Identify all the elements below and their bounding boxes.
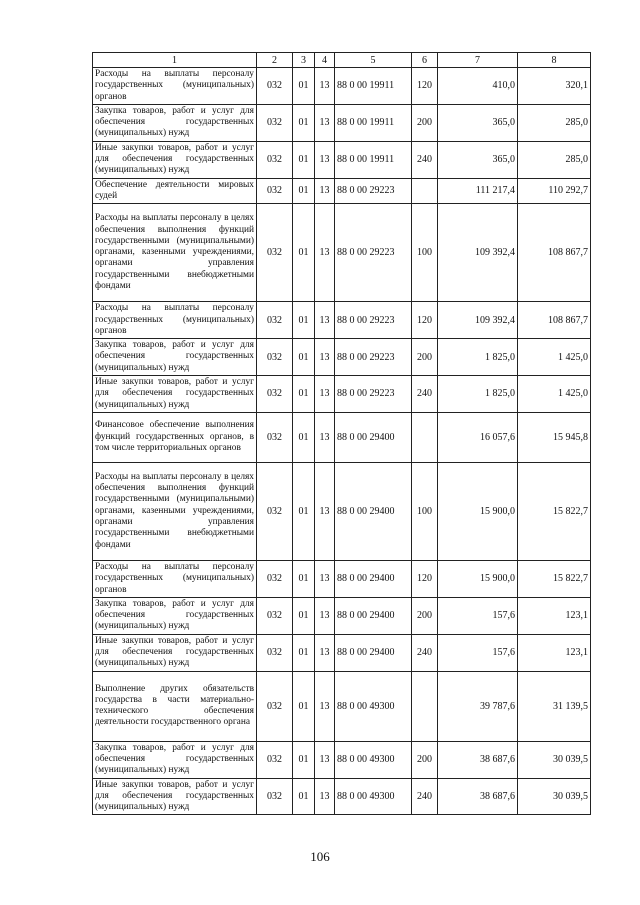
amount-2-cell: 1 425,0	[518, 339, 591, 376]
ved-code-cell: 032	[257, 741, 293, 778]
amount-2-cell: 320,1	[518, 68, 591, 105]
ved-code-cell: 032	[257, 597, 293, 634]
header-cell: 7	[438, 53, 518, 68]
amount-1-cell: 15 900,0	[438, 560, 518, 597]
ved-code-cell: 032	[257, 560, 293, 597]
row-name-cell: Расходы на выплаты персоналу государственных (муниципальных) органов	[93, 68, 257, 105]
row-name-cell: Расходы на выплаты персоналу в целях обеспечения выполнения функций государственными (муниципальными) органами, казенными учреждениями, органами управления государственными внебюджетными фондами	[93, 204, 257, 302]
header-cell: 4	[315, 53, 335, 68]
amount-2-cell: 30 039,5	[518, 778, 591, 815]
section-code-cell: 01	[293, 597, 315, 634]
row-name-cell: Закупка товаров, работ и услуг для обеспечения государственных (муниципальных) нужд	[93, 597, 257, 634]
section-code-cell: 01	[293, 462, 315, 560]
amount-1-cell: 111 217,4	[438, 178, 518, 204]
ved-code-cell: 032	[257, 412, 293, 462]
subsection-code-cell: 13	[315, 104, 335, 141]
target-code-cell: 88 0 00 29223	[335, 302, 412, 339]
row-name-cell: Расходы на выплаты персоналу государственных (муниципальных) органов	[93, 560, 257, 597]
amount-1-cell: 157,6	[438, 597, 518, 634]
expense-type-cell	[412, 671, 438, 741]
table-row	[93, 141, 591, 178]
table-row	[93, 778, 591, 815]
amount-2-cell: 30 039,5	[518, 741, 591, 778]
amount-2-cell: 15 822,7	[518, 462, 591, 560]
target-code-cell: 88 0 00 29400	[335, 560, 412, 597]
amount-2-cell: 108 867,7	[518, 204, 591, 302]
target-code-cell: 88 0 00 29223	[335, 376, 412, 413]
amount-2-cell: 15 945,8	[518, 412, 591, 462]
subsection-code-cell: 13	[315, 376, 335, 413]
amount-1-cell: 365,0	[438, 104, 518, 141]
header-cell: 5	[335, 53, 412, 68]
section-code-cell: 01	[293, 560, 315, 597]
header-cell: 6	[412, 53, 438, 68]
section-code-cell: 01	[293, 671, 315, 741]
table-row	[93, 412, 591, 462]
amount-1-cell: 1 825,0	[438, 376, 518, 413]
expense-type-cell: 120	[412, 302, 438, 339]
ved-code-cell: 032	[257, 778, 293, 815]
target-code-cell: 88 0 00 29223	[335, 178, 412, 204]
amount-2-cell: 15 822,7	[518, 560, 591, 597]
target-code-cell: 88 0 00 49300	[335, 741, 412, 778]
subsection-code-cell: 13	[315, 741, 335, 778]
ved-code-cell: 032	[257, 178, 293, 204]
row-name-cell: Расходы на выплаты персоналу в целях обеспечения выполнения функций государственными (муниципальными) органами, казенными учреждениями, органами управления государственными внебюджетными фондами	[93, 462, 257, 560]
target-code-cell: 88 0 00 49300	[335, 778, 412, 815]
subsection-code-cell: 13	[315, 302, 335, 339]
table-row	[93, 462, 591, 560]
table-row	[93, 597, 591, 634]
expense-type-cell	[412, 412, 438, 462]
expense-type-cell: 240	[412, 141, 438, 178]
expense-type-cell: 240	[412, 376, 438, 413]
subsection-code-cell: 13	[315, 634, 335, 671]
section-code-cell: 01	[293, 412, 315, 462]
subsection-code-cell: 13	[315, 204, 335, 302]
row-name-cell: Финансовое обеспечение выполнения функций государственных органов, в том числе территориальных органов	[93, 412, 257, 462]
table-row	[93, 376, 591, 413]
ved-code-cell: 032	[257, 634, 293, 671]
amount-2-cell: 285,0	[518, 104, 591, 141]
section-code-cell: 01	[293, 634, 315, 671]
expense-type-cell: 100	[412, 204, 438, 302]
subsection-code-cell: 13	[315, 671, 335, 741]
expense-type-cell: 200	[412, 339, 438, 376]
header-cell: 8	[518, 53, 591, 68]
row-name-cell: Иные закупки товаров, работ и услуг для обеспечения государственных (муниципальных) нужд	[93, 778, 257, 815]
amount-2-cell: 31 139,5	[518, 671, 591, 741]
subsection-code-cell: 13	[315, 68, 335, 105]
target-code-cell: 88 0 00 29400	[335, 634, 412, 671]
row-name-cell: Закупка товаров, работ и услуг для обеспечения государственных (муниципальных) нужд	[93, 104, 257, 141]
header-cell: 2	[257, 53, 293, 68]
table-row	[93, 671, 591, 741]
amount-1-cell: 38 687,6	[438, 778, 518, 815]
section-code-cell: 01	[293, 339, 315, 376]
section-code-cell: 01	[293, 68, 315, 105]
ved-code-cell: 032	[257, 339, 293, 376]
target-code-cell: 88 0 00 29223	[335, 339, 412, 376]
section-code-cell: 01	[293, 778, 315, 815]
section-code-cell: 01	[293, 302, 315, 339]
target-code-cell: 88 0 00 19911	[335, 104, 412, 141]
section-code-cell: 01	[293, 741, 315, 778]
amount-2-cell: 110 292,7	[518, 178, 591, 204]
row-name-cell: Иные закупки товаров, работ и услуг для обеспечения государственных (муниципальных) нужд	[93, 376, 257, 413]
target-code-cell: 88 0 00 29223	[335, 204, 412, 302]
amount-2-cell: 123,1	[518, 597, 591, 634]
ved-code-cell: 032	[257, 462, 293, 560]
expense-type-cell: 120	[412, 68, 438, 105]
subsection-code-cell: 13	[315, 778, 335, 815]
subsection-code-cell: 13	[315, 412, 335, 462]
expense-type-cell: 200	[412, 104, 438, 141]
amount-1-cell: 365,0	[438, 141, 518, 178]
row-name-cell: Иные закупки товаров, работ и услуг для обеспечения государственных (муниципальных) нужд	[93, 634, 257, 671]
table-row	[93, 560, 591, 597]
ved-code-cell: 032	[257, 68, 293, 105]
expense-type-cell: 100	[412, 462, 438, 560]
ved-code-cell: 032	[257, 302, 293, 339]
target-code-cell: 88 0 00 19911	[335, 68, 412, 105]
amount-1-cell: 16 057,6	[438, 412, 518, 462]
row-name-cell: Обеспечение деятельности мировых судей	[93, 178, 257, 204]
ved-code-cell: 032	[257, 671, 293, 741]
ved-code-cell: 032	[257, 376, 293, 413]
expense-type-cell: 240	[412, 778, 438, 815]
section-code-cell: 01	[293, 376, 315, 413]
header-cell: 3	[293, 53, 315, 68]
expense-type-cell: 200	[412, 741, 438, 778]
header-cell: 1	[93, 53, 257, 68]
ved-code-cell: 032	[257, 104, 293, 141]
section-code-cell: 01	[293, 104, 315, 141]
page-number: 106	[310, 849, 330, 864]
expense-type-cell	[412, 178, 438, 204]
amount-1-cell: 410,0	[438, 68, 518, 105]
expense-type-cell: 240	[412, 634, 438, 671]
target-code-cell: 88 0 00 29400	[335, 462, 412, 560]
row-name-cell: Расходы на выплаты персоналу государственных (муниципальных) органов	[93, 302, 257, 339]
amount-1-cell: 157,6	[438, 634, 518, 671]
expense-type-cell: 200	[412, 597, 438, 634]
table-row	[93, 104, 591, 141]
subsection-code-cell: 13	[315, 339, 335, 376]
target-code-cell: 88 0 00 19911	[335, 141, 412, 178]
subsection-code-cell: 13	[315, 560, 335, 597]
row-name-cell: Закупка товаров, работ и услуг для обеспечения государственных (муниципальных) нужд	[93, 741, 257, 778]
table-row	[93, 741, 591, 778]
amount-2-cell: 285,0	[518, 141, 591, 178]
ved-code-cell: 032	[257, 141, 293, 178]
table-row	[93, 339, 591, 376]
target-code-cell: 88 0 00 29400	[335, 597, 412, 634]
ved-code-cell: 032	[257, 204, 293, 302]
table-body	[93, 68, 591, 815]
amount-1-cell: 15 900,0	[438, 462, 518, 560]
section-code-cell: 01	[293, 204, 315, 302]
table-row	[93, 68, 591, 105]
amount-1-cell: 39 787,6	[438, 671, 518, 741]
amount-2-cell: 123,1	[518, 634, 591, 671]
amount-1-cell: 1 825,0	[438, 339, 518, 376]
section-code-cell: 01	[293, 178, 315, 204]
target-code-cell: 88 0 00 49300	[335, 671, 412, 741]
header-row	[93, 53, 591, 68]
amount-2-cell: 108 867,7	[518, 302, 591, 339]
amount-2-cell: 1 425,0	[518, 376, 591, 413]
amount-1-cell: 109 392,4	[438, 302, 518, 339]
subsection-code-cell: 13	[315, 462, 335, 560]
row-name-cell: Выполнение других обязательств государства в части материально-технического обеспечения деятельности государственного органа	[93, 671, 257, 741]
amount-1-cell: 38 687,6	[438, 741, 518, 778]
row-name-cell: Закупка товаров, работ и услуг для обеспечения государственных (муниципальных) нужд	[93, 339, 257, 376]
budget-table	[92, 52, 591, 815]
row-name-cell: Иные закупки товаров, работ и услуг для обеспечения государственных (муниципальных) нужд	[93, 141, 257, 178]
subsection-code-cell: 13	[315, 178, 335, 204]
section-code-cell: 01	[293, 141, 315, 178]
table-row	[93, 178, 591, 204]
table-row	[93, 634, 591, 671]
expense-type-cell: 120	[412, 560, 438, 597]
subsection-code-cell: 13	[315, 597, 335, 634]
target-code-cell: 88 0 00 29400	[335, 412, 412, 462]
table-row	[93, 204, 591, 302]
subsection-code-cell: 13	[315, 141, 335, 178]
table-row	[93, 302, 591, 339]
amount-1-cell: 109 392,4	[438, 204, 518, 302]
